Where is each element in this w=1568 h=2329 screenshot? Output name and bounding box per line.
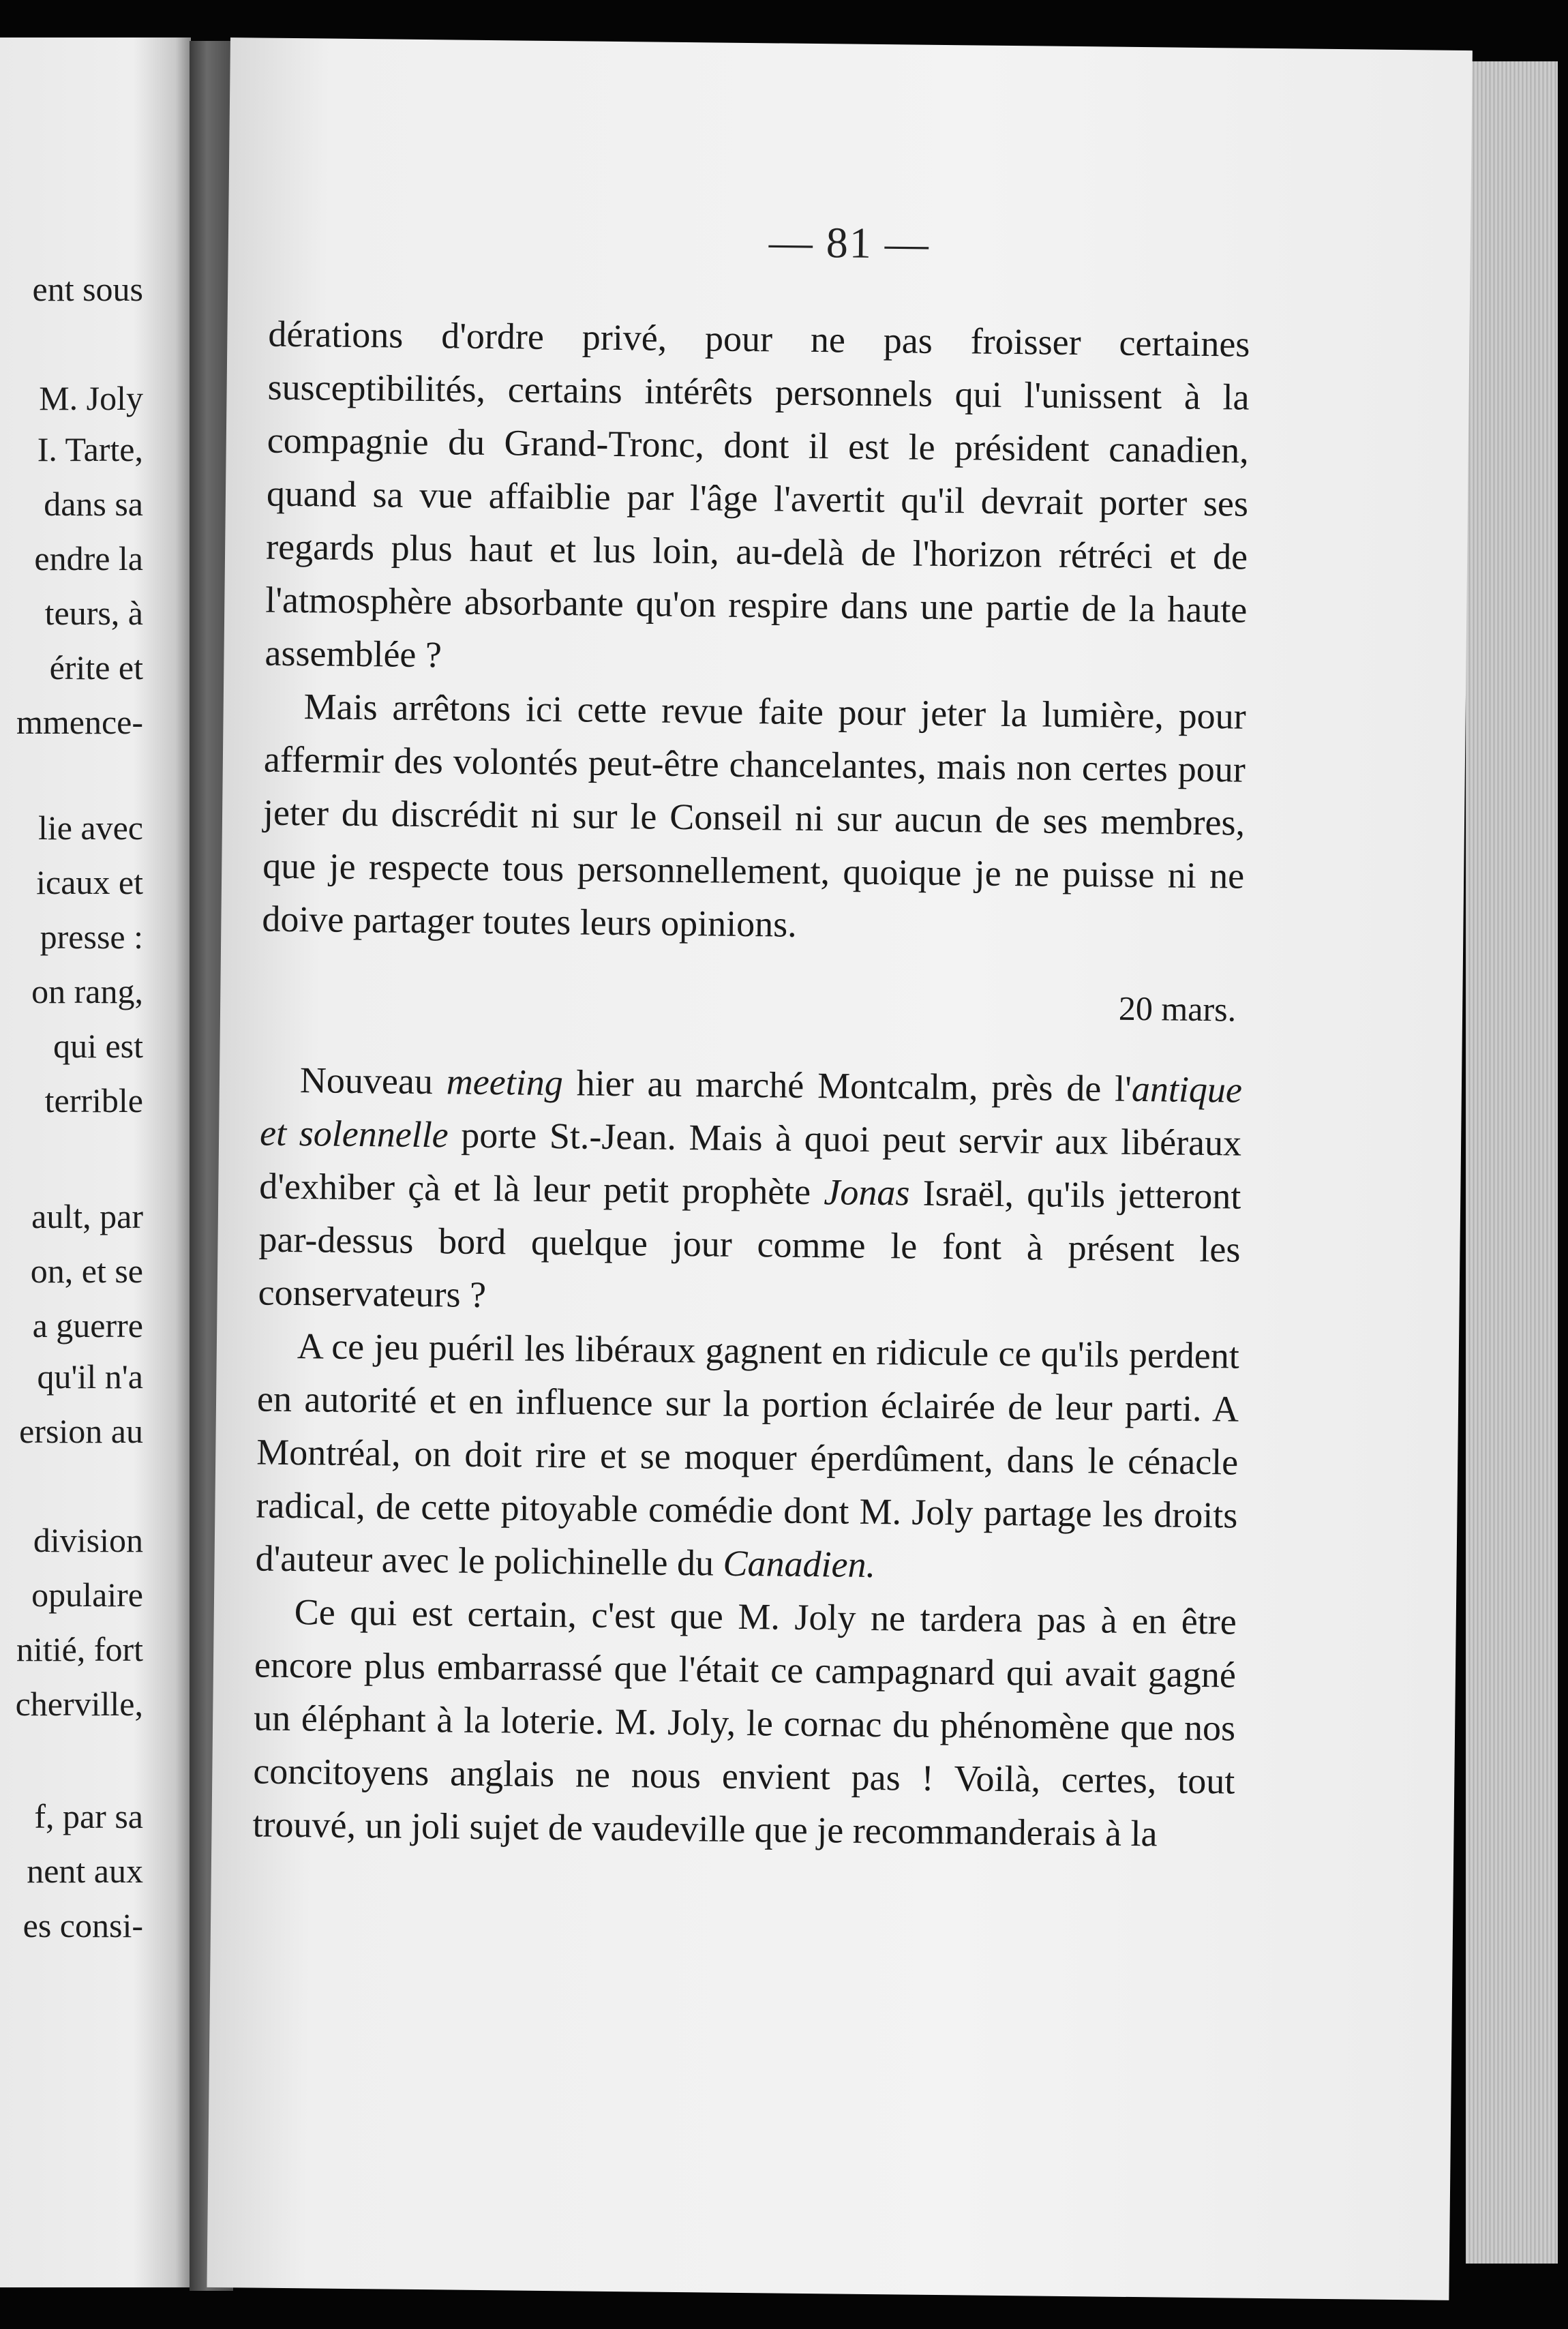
- left-page-line: endre la: [34, 539, 143, 577]
- left-page-line: I. Tarte,: [37, 430, 143, 468]
- left-page-line: ent sous: [32, 270, 143, 308]
- paragraph-2: Mais arrêtons ici cette revue faite pour jeter la lumière, pour affermir des volontés peut-être chancelantes, mais non certes pour jeter du discrédit ni sur le Conseil ni sur aucun de ses membres, que je respecte tous personnellement, quoique je ne puisse ni ne doive partager toutes leurs opinions.: [262, 686, 1246, 945]
- antique-italic: antique et solennelle: [259, 1068, 1243, 1156]
- text-block: [252, 307, 1250, 1861]
- left-page-line: érite et: [49, 648, 143, 687]
- left-page-line: lie avec: [37, 809, 143, 847]
- left-page-line: ault, par: [31, 1197, 143, 1235]
- page-edges: [1466, 61, 1558, 2264]
- paragraph-3-part-b: hier au marché Montcalm, près de l': [562, 1062, 1132, 1109]
- paragraph-3-part-c: porte St.-Jean. Mais à quoi peut servir aux libéraux d'exhiber çà et là leur petit prophète: [259, 1114, 1242, 1213]
- left-page-line: es consi-: [22, 1906, 143, 1944]
- paragraph-1: dérations d'ordre privé, pour ne pas froisser certaines susceptibilités, certains intérêts personnels qui l'unissent à la compagnie du Grand-Tronc, dont il est le président canadien, quand sa vue affaiblie par l'âge l'avertit qu'il devrait porter ses regards plus haut et lus loin, au-delà de l'horizon rétréci et de l'atmosphère absorbante qu'on respire dans une partie de la haute assemblée ?: [265, 313, 1250, 676]
- left-page-line: mmence-: [16, 703, 143, 741]
- canadien-italic: Canadien.: [723, 1542, 876, 1586]
- left-page-line: presse :: [40, 918, 143, 956]
- left-page-line: qui est: [53, 1027, 143, 1065]
- date-line: 20 mars.: [1118, 989, 1237, 1029]
- left-page-line: f, par sa: [34, 1797, 143, 1835]
- left-page-line: nitié, fort: [16, 1630, 143, 1668]
- page-number: — 81 —: [768, 217, 931, 268]
- right-page: [207, 37, 1472, 2300]
- left-page-line: opulaire: [31, 1576, 143, 1614]
- left-page-line: qu'il n'a: [37, 1357, 143, 1396]
- paragraph-5: Ce qui est certain, c'est que M. Joly ne tardera pas à en être encore plus embarrassé que l'était ce campagnard qui avait gagné un éléphant à la loterie. M. Joly, le cornac du phénomène que nos concitoyens anglais ne nous envient pas ! Voilà, certes, tout trouvé, un joli sujet de vaudeville que je recommanderais à la: [252, 1591, 1237, 1854]
- left-page-line: a guerre: [32, 1306, 143, 1344]
- left-page-line: M. Joly: [39, 379, 143, 417]
- left-page-line: nent aux: [27, 1852, 143, 1890]
- left-page-line: ersion au: [19, 1412, 143, 1450]
- jonas-italic: Jonas: [824, 1171, 910, 1214]
- left-page-line: division: [33, 1521, 143, 1559]
- paragraph-4-part-a: A ce jeu puéril les libéraux gagnent en ridicule ce qu'ils perdent en autorité et en influence sur la portion éclairée de leur parti. A Montréal, on doit rire et se moquer éperdûment, dans le cénacle radical, de cette pitoyable comédie dont M. Joly partage les droits d'auteur avec le polichinelle du: [255, 1325, 1240, 1584]
- paragraph-3-part-d: Israël, qu'ils jetteront par-dessus bord quelque jour comme le font à présent les conservateurs ?: [258, 1172, 1241, 1316]
- left-page-line: icaux et: [36, 863, 143, 901]
- left-page-line: terrible: [44, 1081, 143, 1120]
- left-page: [0, 37, 191, 2287]
- paragraph-3-part-a: Nouveau: [299, 1060, 447, 1102]
- left-page-line: dans sa: [44, 485, 143, 523]
- left-page-line: on, et se: [30, 1252, 143, 1290]
- paragraph-3: [258, 1053, 1242, 1329]
- left-page-line: teurs, à: [44, 594, 143, 632]
- paragraph-4: [255, 1319, 1239, 1595]
- meeting-italic: meeting: [446, 1061, 564, 1104]
- left-page-line: on rang,: [31, 972, 143, 1010]
- left-page-line: cherville,: [15, 1685, 143, 1723]
